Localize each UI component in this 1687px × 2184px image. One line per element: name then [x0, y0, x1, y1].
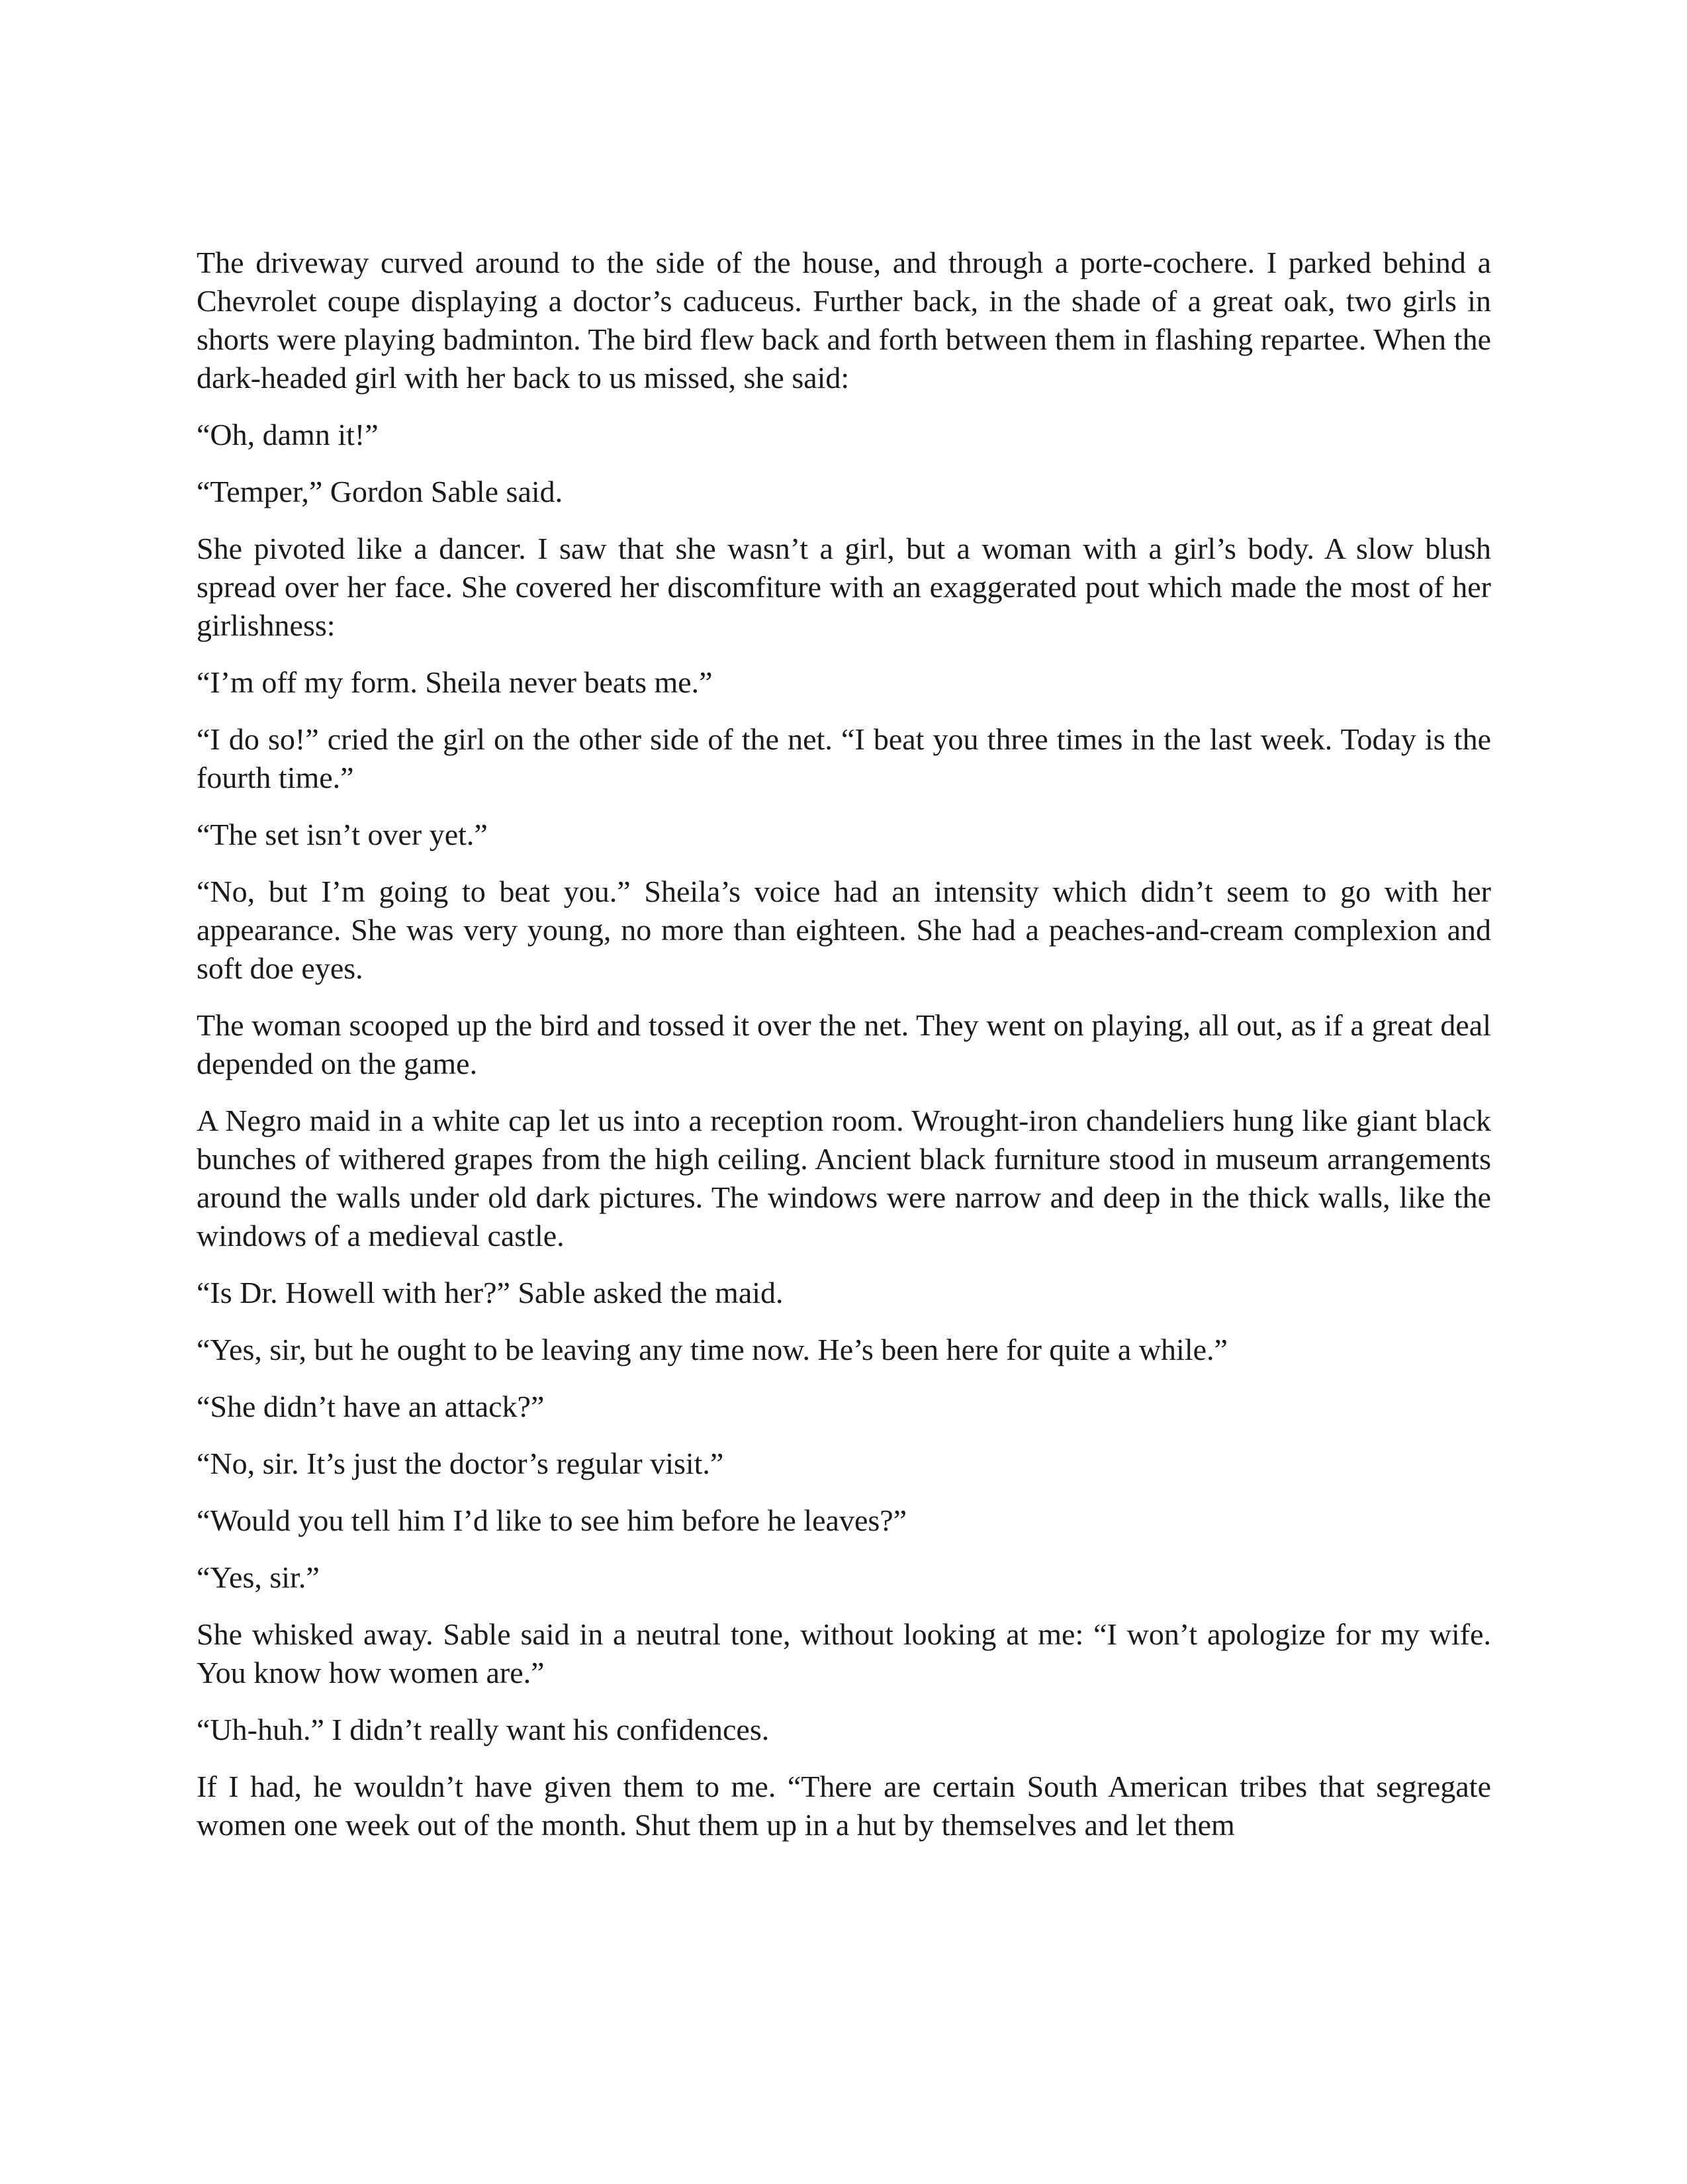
paragraph: If I had, he wouldn’t have given them to me. “There are certain South American tribes that segregate women one week out of the month. Shut them up in a hut by themselves and let them — [197, 1770, 1491, 1842]
paragraph: “Is Dr. Howell with her?” Sable asked the maid. — [197, 1276, 784, 1309]
paragraph: “Yes, sir.” — [197, 1560, 320, 1594]
paragraph: The driveway curved around to the side of the house, and through a porte-cochere. I parked behind a Chevrolet coupe displaying a doctor’s caduceus. Further back, in the shade of a great oak, two girls in shorts were playing badminton. The bird flew back and forth between them in flashing repartee. When the dark-headed girl with her back to us missed, she said: — [197, 246, 1491, 395]
paragraph: “Yes, sir, but he ought to be leaving any time now. He’s been here for quite a while.” — [197, 1333, 1228, 1366]
paragraph: A Negro maid in a white cap let us into a reception room. Wrought-iron chandeliers hung like giant black bunches of withered grapes from the high ceiling. Ancient black furniture stood in museum arrangements around the walls under old dark pictures. The windows were narrow and deep in the thick walls, like the windows of a medieval castle. — [197, 1104, 1491, 1253]
paragraph: “Oh, damn it!” — [197, 418, 379, 451]
paragraph: “Temper,” Gordon Sable said. — [197, 475, 563, 508]
paragraph: The woman scooped up the bird and tossed it over the net. They went on playing, all out, as if a great deal depended on the game. — [197, 1008, 1491, 1080]
paragraph: “No, sir. It’s just the doctor’s regular visit.” — [197, 1447, 724, 1480]
paragraph: “I’m off my form. Sheila never beats me.” — [197, 665, 713, 699]
paragraph: “No, but I’m going to beat you.” Sheila’s voice had an intensity which didn’t seem to go with her appearance. She was very young, no more than eighteen. She had a peaches-and-cream complexion and soft doe eyes. — [197, 875, 1491, 985]
paragraph: She whisked away. Sable said in a neutral tone, without looking at me: “I won’t apologize for my wife. You know how women are.” — [197, 1617, 1491, 1689]
paragraph: “I do so!” cried the girl on the other side of the net. “I beat you three times in the last week. Today is the fourth time.” — [197, 722, 1491, 794]
body-text — [197, 244, 1491, 1863]
paragraph: “The set isn’t over yet.” — [197, 818, 488, 851]
paragraph: She pivoted like a dancer. I saw that she wasn’t a girl, but a woman with a girl’s body. A slow blush spread over her face. She covered her discomfiture with an exaggerated pout which made the most of her girlishness: — [197, 532, 1491, 642]
paragraph: “Would you tell him I’d like to see him before he leaves?” — [197, 1503, 907, 1537]
paragraph: “Uh-huh.” I didn’t really want his confidences. — [197, 1713, 770, 1746]
paragraph: “She didn’t have an attack?” — [197, 1390, 545, 1423]
